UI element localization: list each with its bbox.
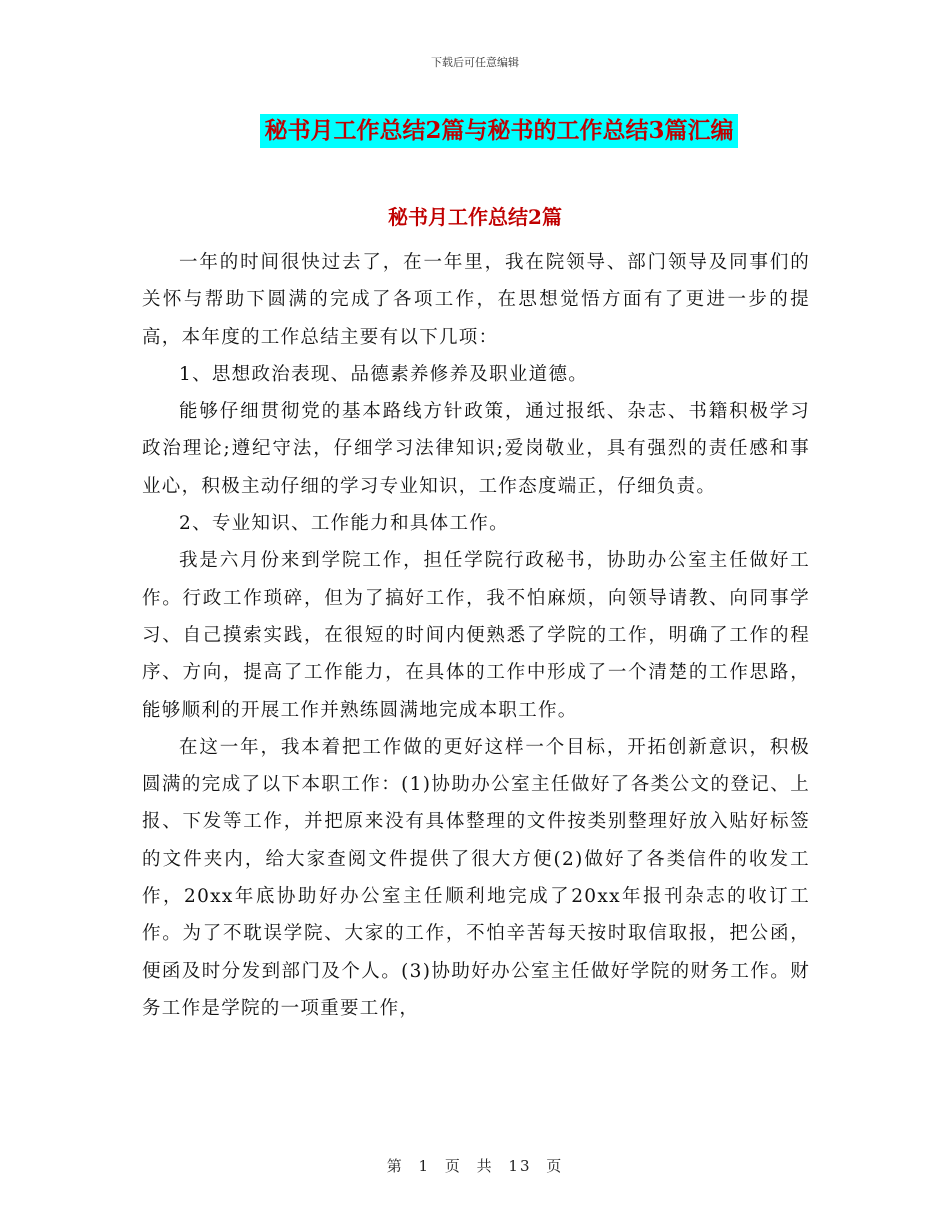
page-label-mid: 页: [444, 1157, 462, 1175]
page-label-prefix: 第: [386, 1157, 404, 1175]
header-note: 下载后可任意编辑: [431, 56, 519, 69]
paragraph: 我是六月份来到学院工作，担任学院行政秘书，协助办公室主任做好工作。行政工作琐碎，但为了搞好工作，我不怕麻烦，向领导请教、向同事学习、自己摸索实践，在很短的时间内便熟悉了学院的工作，明确了工作的程序、方向，提高了工作能力，在具体的工作中形成了一个清楚的工作思路，能够顺利的开展工作并熟练圆满地完成本职工作。: [142, 550, 810, 721]
page-total: 13: [508, 1157, 532, 1175]
paragraph: 1、思想政治表现、品德素养修养及职业道德。: [179, 363, 589, 385]
paragraph: 2、专业知识、工作能力和具体工作。: [179, 513, 509, 535]
page-total-prefix: 共: [476, 1157, 494, 1175]
document-body: [142, 244, 810, 1027]
section-title: 秘书月工作总结2篇: [388, 205, 562, 229]
document-title-text: 秘书月工作总结2篇与秘书的工作总结3篇汇编: [260, 114, 737, 148]
page-label-suffix: 页: [546, 1157, 564, 1175]
document-title: [0, 114, 950, 148]
paragraph: 能够仔细贯彻党的基本路线方针政策，通过报纸、杂志、书籍积极学习政治理论;遵纪守法，仔细学习法律知识;爱岗敬业，具有强烈的责任感和事业心，积极主动仔细的学习专业知识，工作态度端正，仔细负责。: [142, 401, 810, 497]
page-current: 1: [418, 1157, 431, 1175]
page-footer: [0, 1155, 950, 1176]
paragraph: 在这一年，我本着把工作做的更好这样一个目标，开拓创新意识，积极圆满的完成了以下本职工作：(1)协助办公室主任做好了各类公文的登记、上报、下发等工作，并把原来没有具体整理的文件按类别整理好放入贴好标签的文件夹内，给大家查阅文件提供了很大方便(2)做好了各类信件的收发工作，20xx年底协助好办公室主任顺利地完成了20xx年报刊杂志的收订工作。为了不耽误学院、大家的工作，不怕辛苦每天按时取信取报，把公函，便函及时分发到部门及个人。(3)协助好办公室主任做好学院的财务工作。财务工作是学院的一项重要工作，: [142, 736, 810, 1019]
paragraph: 一年的时间很快过去了，在一年里，我在院领导、部门领导及同事们的关怀与帮助下圆满的完成了各项工作，在思想觉悟方面有了更进一步的提高，本年度的工作总结主要有以下几项：: [142, 252, 810, 348]
